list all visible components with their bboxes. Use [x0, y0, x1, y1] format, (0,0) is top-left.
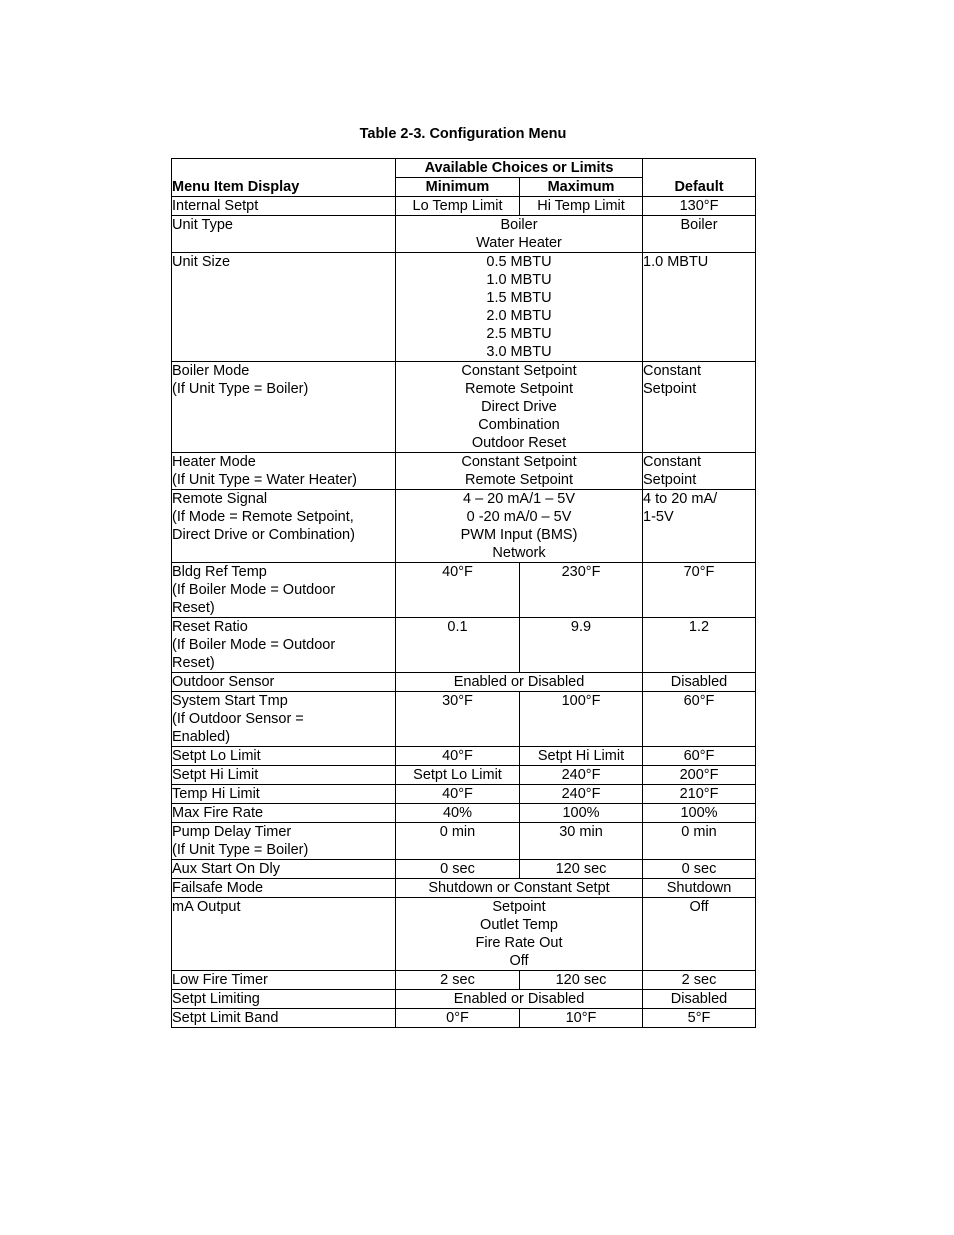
cell-line: 40°F [442, 564, 473, 580]
table-header-row [172, 159, 756, 178]
cell-line: Remote Setpoint [465, 472, 574, 488]
menu-item-cell [172, 453, 396, 490]
cell-line: 4 – 20 mA/1 – 5V [462, 491, 576, 507]
default-cell [643, 362, 756, 453]
cell-line: 120 sec [555, 972, 607, 988]
cell-line: Fire Rate Out [475, 935, 563, 951]
default-cell [643, 747, 756, 766]
menu-item-cell [172, 673, 396, 692]
minimum-cell [396, 563, 520, 618]
cell-line: Outlet Temp [480, 917, 558, 933]
cell-line: 0 -20 mA/0 – 5V [466, 509, 572, 525]
choices-cell [396, 673, 643, 692]
menu-item-cell [172, 860, 396, 879]
maximum-cell [520, 823, 643, 860]
minimum-cell [396, 823, 520, 860]
table-row [172, 1009, 756, 1028]
menu-item-cell [172, 253, 396, 362]
cell-line: Failsafe Mode [172, 880, 264, 896]
cell-line: (If Unit Type = Boiler) [172, 381, 309, 397]
cell-line: 0.1 [447, 619, 468, 635]
menu-item-cell [172, 766, 396, 785]
cell-line: Constant [643, 363, 702, 379]
cell-line: 240°F [561, 786, 601, 802]
default-cell [643, 692, 756, 747]
cell-line: Aux Start On Dly [172, 861, 280, 877]
cell-line: 2 sec [440, 972, 475, 988]
maximum-cell [520, 618, 643, 673]
menu-item-cell [172, 563, 396, 618]
cell-line: Combination [478, 417, 560, 433]
default-cell [643, 898, 756, 971]
cell-line: 40°F [442, 786, 473, 802]
cell-line: Setpoint [643, 472, 697, 488]
cell-line: (If Boiler Mode = Outdoor [172, 637, 336, 653]
menu-item-cell [172, 692, 396, 747]
table-row [172, 971, 756, 990]
cell-line: (If Mode = Remote Setpoint, [172, 509, 354, 525]
maximum-cell [520, 692, 643, 747]
minimum-cell [396, 692, 520, 747]
maximum-cell [520, 563, 643, 618]
default-cell [643, 785, 756, 804]
default-cell [643, 860, 756, 879]
cell-line: 9.9 [570, 619, 592, 635]
table-row [172, 362, 756, 453]
cell-line: Constant Setpoint [461, 363, 577, 379]
cell-line: Lo Temp Limit [412, 198, 503, 214]
table-row [172, 879, 756, 898]
table-row [172, 747, 756, 766]
maximum-cell [520, 1009, 643, 1028]
menu-item-cell [172, 823, 396, 860]
cell-line: System Start Tmp [172, 693, 288, 709]
cell-line: Setpoint [643, 381, 697, 397]
cell-line: Outdoor Sensor [172, 674, 275, 690]
cell-line: Unit Type [172, 217, 233, 233]
cell-line: Constant Setpoint [461, 454, 577, 470]
cell-line: 0 min [681, 824, 717, 840]
maximum-cell [520, 804, 643, 823]
cell-line: Water Heater [476, 235, 562, 251]
cell-line: 70°F [683, 564, 715, 580]
cell-line: Remote Setpoint [465, 381, 574, 397]
default-cell [643, 618, 756, 673]
cell-line: 0 sec [440, 861, 475, 877]
cell-line: Enabled or Disabled [453, 991, 585, 1007]
cell-line: Outdoor Reset [471, 435, 567, 451]
cell-line: Reset) [172, 655, 215, 671]
minimum-cell [396, 971, 520, 990]
cell-line: Boiler [680, 217, 718, 233]
cell-line: 60°F [683, 748, 715, 764]
cell-line: Setpt Limit Band [172, 1010, 279, 1026]
table-row [172, 253, 756, 362]
cell-line: Direct Drive or Combination) [172, 527, 355, 543]
cell-line: 130°F [679, 198, 719, 214]
cell-line: 120 sec [555, 861, 607, 877]
maximum-cell [520, 197, 643, 216]
cell-line: 60°F [683, 693, 715, 709]
header-default: Default [643, 159, 756, 197]
default-cell [643, 766, 756, 785]
menu-item-cell [172, 1009, 396, 1028]
table-row [172, 490, 756, 563]
cell-line: Boiler [500, 217, 538, 233]
maximum-cell [520, 766, 643, 785]
cell-line: Boiler Mode [172, 363, 250, 379]
cell-line: Off [509, 953, 529, 969]
cell-line: Pump Delay Timer [172, 824, 292, 840]
table-row [172, 990, 756, 1009]
minimum-cell [396, 804, 520, 823]
cell-line: Hi Temp Limit [537, 198, 625, 214]
cell-line: Internal Setpt [172, 198, 259, 214]
menu-item-cell [172, 618, 396, 673]
cell-line: 2.5 MBTU [486, 326, 552, 342]
cell-line: Heater Mode [172, 454, 256, 470]
cell-line: Off [689, 899, 709, 915]
cell-line: Reset Ratio [172, 619, 248, 635]
cell-line: 30°F [442, 693, 473, 709]
cell-line: 200°F [679, 767, 719, 783]
default-cell [643, 1009, 756, 1028]
cell-line: Setpt Hi Limit [537, 748, 625, 764]
cell-line: 10°F [565, 1010, 597, 1026]
table-row [172, 785, 756, 804]
choices-cell [396, 990, 643, 1009]
default-cell [643, 197, 756, 216]
cell-line: 4 to 20 mA/ [643, 491, 718, 507]
cell-line: (If Outdoor Sensor = [172, 711, 304, 727]
menu-item-cell [172, 747, 396, 766]
minimum-cell [396, 1009, 520, 1028]
configuration-menu-table [171, 158, 756, 1028]
cell-line: Network [492, 545, 546, 561]
menu-item-cell [172, 197, 396, 216]
cell-line: mA Output [172, 899, 241, 915]
cell-line: 1-5V [643, 509, 674, 525]
minimum-cell [396, 747, 520, 766]
default-cell [643, 673, 756, 692]
cell-line: Setpt Lo Limit [172, 748, 261, 764]
cell-line: 3.0 MBTU [486, 344, 552, 360]
default-cell [643, 804, 756, 823]
cell-line: 100% [562, 805, 600, 821]
menu-item-cell [172, 785, 396, 804]
header-minimum: Minimum [396, 178, 520, 197]
cell-line: Remote Signal [172, 491, 268, 507]
choices-cell [396, 216, 643, 253]
cell-line: 1.5 MBTU [486, 290, 552, 306]
cell-line: PWM Input (BMS) [460, 527, 578, 543]
choices-cell [396, 253, 643, 362]
table-row [172, 563, 756, 618]
cell-line: 100°F [561, 693, 601, 709]
cell-line: 30 min [559, 824, 603, 840]
cell-line: (If Unit Type = Boiler) [172, 842, 309, 858]
cell-line: 1.2 [688, 619, 710, 635]
table-row [172, 692, 756, 747]
cell-line: 1.0 MBTU [643, 254, 709, 270]
table-row [172, 453, 756, 490]
cell-line: Setpt Limiting [172, 991, 260, 1007]
minimum-cell [396, 860, 520, 879]
cell-line: Setpt Hi Limit [172, 767, 259, 783]
menu-item-cell [172, 990, 396, 1009]
choices-cell [396, 362, 643, 453]
maximum-cell [520, 971, 643, 990]
menu-item-cell [172, 971, 396, 990]
choices-cell [396, 453, 643, 490]
cell-line: 5°F [687, 1010, 711, 1026]
cell-line: Shutdown [666, 880, 732, 896]
maximum-cell [520, 860, 643, 879]
cell-line: 0°F [446, 1010, 469, 1026]
cell-line: 40% [442, 805, 473, 821]
cell-line: Setpoint [492, 899, 546, 915]
cell-line: 2.0 MBTU [486, 308, 552, 324]
cell-line: Direct Drive [481, 399, 557, 415]
default-cell [643, 490, 756, 563]
default-cell [643, 879, 756, 898]
table-row [172, 673, 756, 692]
cell-line: 240°F [561, 767, 601, 783]
cell-line: Temp Hi Limit [172, 786, 260, 802]
header-menu-item-display: Menu Item Display [172, 159, 396, 197]
menu-item-cell [172, 490, 396, 563]
choices-cell [396, 490, 643, 563]
table-row [172, 197, 756, 216]
default-cell [643, 453, 756, 490]
default-cell [643, 971, 756, 990]
cell-line: Low Fire Timer [172, 972, 268, 988]
table-row [172, 766, 756, 785]
menu-item-cell [172, 879, 396, 898]
cell-line: 40°F [442, 748, 473, 764]
cell-line: 1.0 MBTU [486, 272, 552, 288]
default-cell [643, 253, 756, 362]
cell-line: Enabled or Disabled [453, 674, 585, 690]
menu-item-cell [172, 216, 396, 253]
cell-line: Bldg Ref Temp [172, 564, 267, 580]
default-cell [643, 823, 756, 860]
menu-item-cell [172, 804, 396, 823]
cell-line: 210°F [679, 786, 719, 802]
cell-line: Enabled) [172, 729, 231, 745]
menu-item-cell [172, 898, 396, 971]
minimum-cell [396, 618, 520, 673]
header-available-choices: Available Choices or Limits [396, 159, 643, 178]
menu-item-cell [172, 362, 396, 453]
cell-line: 230°F [561, 564, 601, 580]
default-cell [643, 563, 756, 618]
cell-line: Disabled [670, 674, 728, 690]
minimum-cell [396, 766, 520, 785]
minimum-cell [396, 785, 520, 804]
minimum-cell [396, 197, 520, 216]
maximum-cell [520, 785, 643, 804]
table-row [172, 804, 756, 823]
table-row [172, 823, 756, 860]
cell-line: Unit Size [172, 254, 231, 270]
choices-cell [396, 879, 643, 898]
cell-line: Shutdown or Constant Setpt [428, 880, 610, 896]
cell-line: 0 sec [681, 861, 717, 877]
default-cell [643, 216, 756, 253]
cell-line: 100% [680, 805, 718, 821]
table-row [172, 618, 756, 673]
table-row [172, 860, 756, 879]
cell-line: 0.5 MBTU [486, 254, 552, 270]
cell-line: (If Boiler Mode = Outdoor [172, 582, 336, 598]
choices-cell [396, 898, 643, 971]
maximum-cell [520, 747, 643, 766]
table-caption: Table 2-3. Configuration Menu [359, 126, 567, 142]
header-maximum: Maximum [520, 178, 643, 197]
cell-line: Constant [643, 454, 702, 470]
cell-line: 0 min [439, 824, 476, 840]
cell-line: Setpt Lo Limit [413, 767, 502, 783]
cell-line: Max Fire Rate [172, 805, 264, 821]
cell-line: 2 sec [681, 972, 717, 988]
cell-line: Reset) [172, 600, 215, 616]
table-row [172, 898, 756, 971]
default-cell [643, 990, 756, 1009]
cell-line: (If Unit Type = Water Heater) [172, 472, 357, 488]
cell-line: Disabled [670, 991, 728, 1007]
table-row [172, 216, 756, 253]
